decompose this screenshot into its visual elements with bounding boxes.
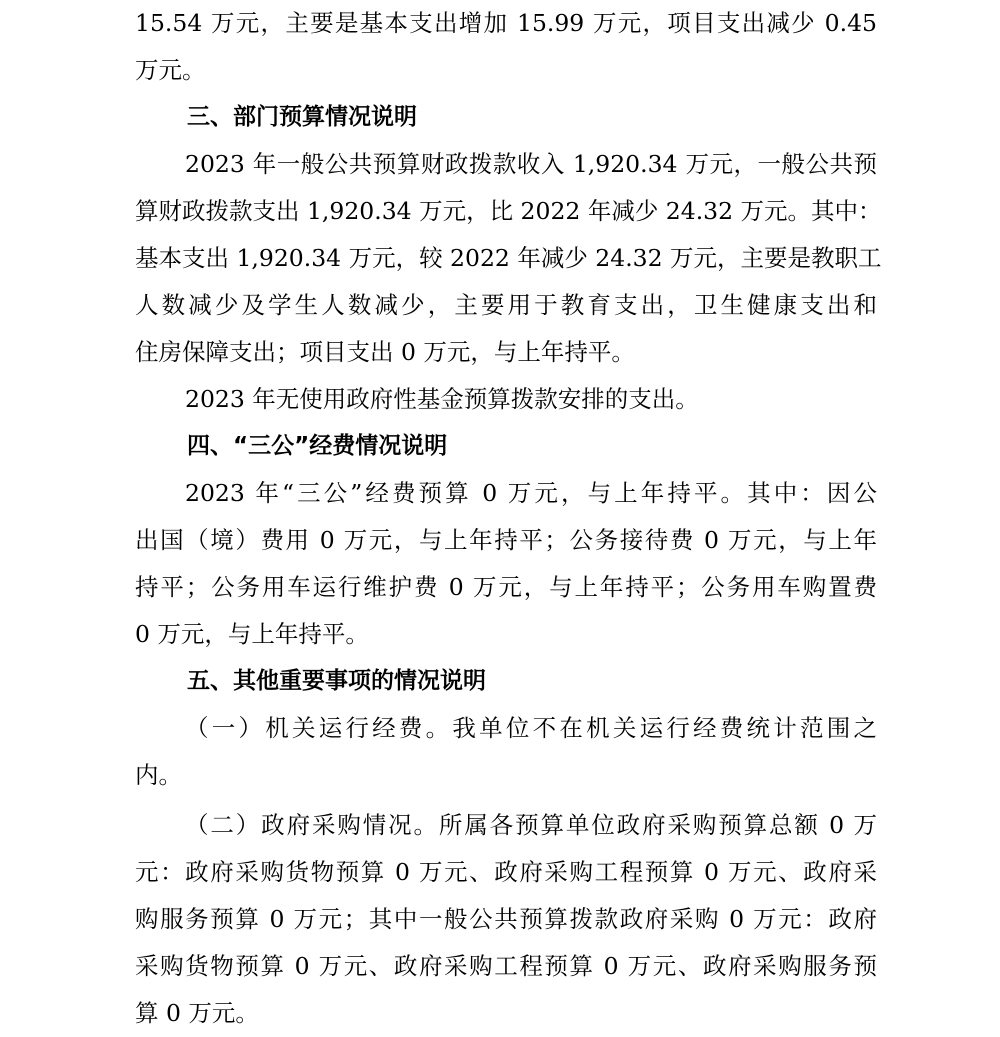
budget-paragraph	[135, 141, 882, 376]
section-heading-three-public: 四、“三公”经费情况说明	[187, 433, 448, 459]
text-line: 出国（境）费用 0 万元，与上年持平；公务接待费 0 万元，与上年	[135, 526, 877, 554]
text-line: （二）政府采购情况。所属各预算单位政府采购预算总额 0 万	[185, 811, 877, 839]
fund-paragraph	[135, 376, 877, 423]
text-line: 2023 年无使用政府性基金预算拨款安排的支出。	[185, 385, 699, 413]
text-line: （一）机关运行经费。我单位不在机关运行经费统计范围之	[185, 714, 877, 742]
document-page	[135, 0, 882, 1037]
text-line: 人数减少及学生人数减少，主要用于教育支出，卫生健康支出和	[135, 291, 877, 319]
text-line: 基本支出 1,920.34 万元，较 2022 年减少 24.32 万元，主要是教职工	[135, 244, 882, 272]
text-line: 内。	[135, 761, 182, 789]
text-line: 15.54 万元，主要是基本支出增加 15.99 万元，项目支出减少 0.45	[135, 9, 877, 37]
text-line: 算财政拨款支出 1,920.34 万元，比 2022 年减少 24.32 万元。其中：	[135, 197, 882, 225]
text-line: 2023 年一般公共预算财政拨款收入 1,920.34 万元，一般公共预	[185, 150, 877, 178]
text-line: 采购货物预算 0 万元、政府采购工程预算 0 万元、政府采购服务预	[135, 952, 877, 980]
text-line: 元：政府采购货物预算 0 万元、政府采购工程预算 0 万元、政府采	[135, 858, 877, 886]
three-public-paragraph	[135, 470, 877, 658]
procurement-paragraph	[135, 802, 877, 1037]
text-line: 0 万元，与上年持平。	[135, 620, 369, 648]
text-line: 持平；公务用车运行维护费 0 万元，与上年持平；公务用车购置费	[135, 573, 877, 601]
operating-cost-paragraph	[135, 705, 877, 799]
text-line: 购服务预算 0 万元；其中一般公共预算拨款政府采购 0 万元：政府	[135, 905, 877, 933]
section-heading-budget: 三、部门预算情况说明	[187, 104, 417, 130]
text-line: 万元。	[135, 56, 206, 84]
section-heading-other-matters: 五、其他重要事项的情况说明	[187, 668, 486, 694]
text-line: 算 0 万元。	[135, 999, 259, 1027]
text-line: 住房保障支出；项目支出 0 万元，与上年持平。	[135, 338, 635, 366]
text-line: 2023 年“三公”经费预算 0 万元，与上年持平。其中：因公	[185, 479, 877, 507]
intro-paragraph	[135, 0, 877, 94]
